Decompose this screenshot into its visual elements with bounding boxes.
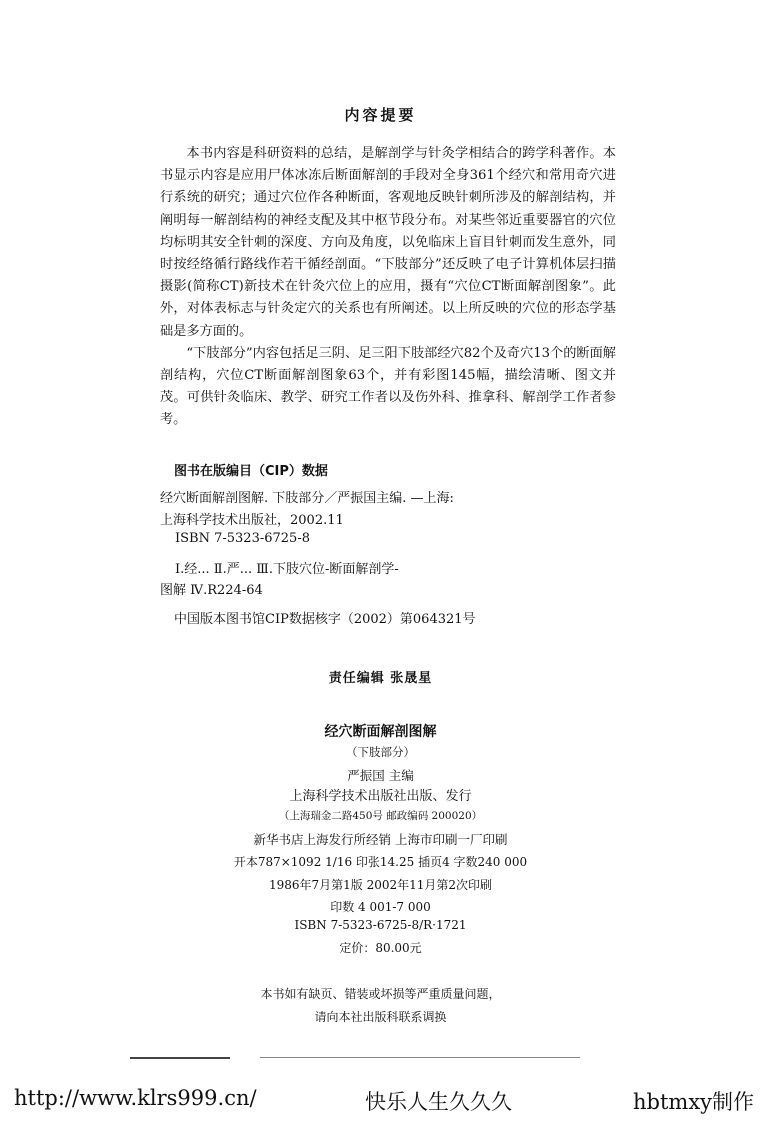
- imprint-editions: 1986年7月第1版 2002年11月第2次印刷: [268, 878, 493, 892]
- footer-url[interactable]: http://www.klrs999.cn/: [14, 1086, 257, 1110]
- imprint-title: 经穴断面解剖图解: [324, 724, 437, 740]
- imprint-publisher: 上海科学技术出版社出版、发行: [289, 789, 472, 804]
- responsible-editor: 责任编辑 张晟星: [328, 671, 433, 686]
- cip-line-4: Ⅰ.经... Ⅱ.严... Ⅲ.下肢穴位-断面解剖学-: [175, 562, 399, 577]
- notice-line-1: 本书如有缺页、错装或坏损等严重质量问题，: [260, 987, 501, 1001]
- imprint-print-run: 印数 4 001-7 000: [330, 900, 431, 914]
- summary-paragraph-1: 本书内容是科研资料的总结，是解剖学与针灸学相结合的跨学科著作。本书显示内容是应用尸体冰冻后断面解剖的手段对全身361个经穴和常用奇穴进行系统的研究；通过穴位作各种断面，客观地反映针刺所涉及的解剖结构，并阐明每一解剖结构的神经支配及其中枢节段分布。对某些邻近重要器官的穴位均标明其安全针刺的深度、方向及角度，以免临床上盲目针刺而发生意外，同时按经络循行路线作若干循经剖面。“下肢部分”还反映了电子计算机体层扫描摄影(简称CT)新技术在针灸穴位上的应用，摄有“穴位CT断面解剖图象”。此外，对体表标志与针灸定穴的关系也有所阐述。以上所反映的穴位的形态学基础是多方面的。: [160, 146, 616, 339]
- summary-paragraph-2: “下肢部分”内容包括足三阴、足三阳下肢部经穴82个及奇穴13个的断面解剖结构，穴位CT断面解剖图象63个，并有彩图145幅，描绘清晰、图文并茂。可供针灸临床、教学、研究工作者以及伤外科、推拿科、解剖学工作者参考。: [160, 345, 616, 428]
- cip-line-3: ISBN 7-5323-6725-8: [175, 531, 310, 546]
- imprint-address: （上海瑞金二路450号 邮政编码 200020）: [278, 810, 483, 822]
- imprint-author: 严振国 主编: [347, 768, 414, 783]
- summary-body: [160, 143, 616, 432]
- imprint-printer: 新华书店上海发行所经销 上海市印刷一厂印刷: [253, 832, 508, 847]
- scan-artifact-line: [260, 1057, 580, 1058]
- cip-line-1: 经穴断面解剖图解. 下肢部分／严振国主编. —上海:: [160, 491, 454, 506]
- imprint-price: 定价：80.00元: [339, 941, 422, 955]
- scan-artifact-line: [130, 1057, 230, 1059]
- footer-credit: hbtmxy制作: [633, 1090, 755, 1114]
- footer-slogan: 快乐人生久久久: [365, 1090, 512, 1114]
- cip-heading: 图书在版编目（CIP）数据: [174, 464, 328, 479]
- summary-title: 内容提要: [344, 106, 417, 124]
- imprint-format: 开本787×1092 1/16 印张14.25 插页4 字数240 000: [233, 855, 528, 869]
- imprint-isbn: ISBN 7-5323-6725-8/R·1721: [294, 918, 467, 932]
- cip-line-5: 图解 Ⅳ.R224-64: [160, 583, 263, 598]
- cip-line-6: 中国版本图书馆CIP数据核字（2002）第064321号: [174, 612, 476, 627]
- notice-line-2: 请向本社出版科联系调换: [314, 1010, 447, 1024]
- cip-line-2: 上海科学技术出版社，2002.11: [160, 513, 344, 528]
- imprint-subtitle: （下肢部分）: [346, 745, 415, 759]
